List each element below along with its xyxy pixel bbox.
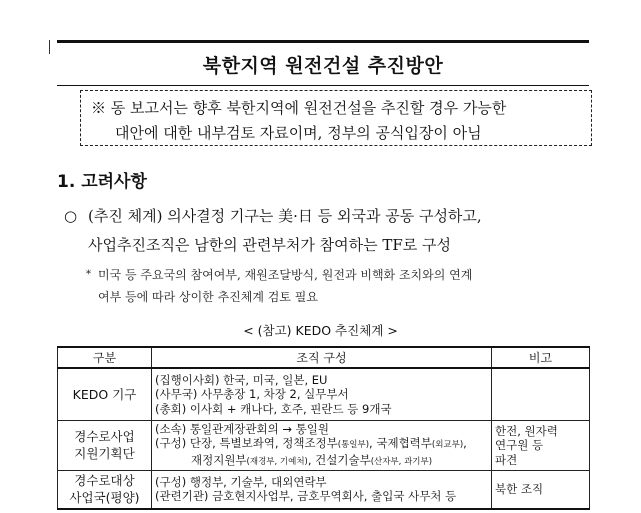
footnote-line-1: 미국 등 주요국의 참여여부, 재원조달방식, 원전과 비핵화 조치와의 연계	[98, 268, 473, 282]
bullet-line-1: (추진 체계) 의사결정 기구는 美·日 등 외국과 공동 구성하고,	[88, 207, 482, 225]
remark-line: 북한 조직	[495, 482, 544, 496]
table-row	[58, 420, 590, 471]
disclaimer-line-2: 대안에 대한 내부검토 자료이며, 정부의 공식입장이 아님	[115, 124, 482, 142]
category-text: 경수로대상	[74, 473, 135, 489]
row-composition	[152, 368, 492, 420]
row-remark	[492, 368, 590, 420]
composition-line: (총회) 이사회 + 캐나다, 호주, 핀란드 등 9개국	[155, 401, 392, 416]
composition-line: (소속) 통일관계장관회의 → 통일원	[155, 421, 329, 436]
row-remark	[492, 420, 590, 471]
disclaimer-line-1: ※ 동 보고서는 향후 북한지역에 원전건설을 추진할 경우 가능한	[91, 99, 507, 117]
composition-line: (구성) 행정부, 기술부, 대외연락부	[155, 474, 327, 489]
composition-line: (관련기관) 금호현지사업부, 금호무역회사, 출입국 사무처 등	[155, 489, 457, 504]
document-title-box	[57, 40, 589, 86]
remark-line: 연구원 등	[495, 438, 544, 452]
composition-line: 재정지원부(재경부, 기예처), 건설기술부(산자부, 과기부)	[191, 452, 433, 467]
category-text: 지원기획단	[74, 446, 135, 462]
document-title: 북한지역 원전건설 추진방안	[202, 54, 444, 77]
row-category	[58, 420, 152, 471]
bullet-paragraph	[64, 202, 604, 260]
bullet-line-2: 사업추진조직은 남한의 관련부처가 참여하는 TF로 구성	[88, 236, 452, 254]
kedo-structure-table	[57, 346, 590, 510]
remark-line: 파견	[495, 452, 518, 467]
category-text: 경수로사업	[74, 429, 135, 445]
disclaimer-box	[80, 90, 592, 146]
table-row	[58, 368, 590, 420]
bullet-marker: ○	[64, 207, 78, 225]
row-remark	[492, 471, 590, 509]
footnote-line-2: 여부 등에 따라 상이한 추진체계 검토 필요	[98, 290, 318, 304]
row-category	[58, 368, 152, 420]
table-header-row	[58, 347, 590, 368]
row-composition	[152, 420, 492, 471]
header-category: 구분	[58, 347, 152, 368]
row-category	[58, 471, 152, 509]
remark-line: 한전, 원자력	[495, 423, 558, 438]
composition-line: (집행이사회) 한국, 미국, 일본, EU	[155, 372, 328, 387]
footnote-paragraph	[86, 264, 596, 308]
header-remark: 비고	[492, 347, 590, 368]
footnote-marker: *	[86, 269, 91, 280]
composition-line: (구성) 단장, 특별보좌역, 정책조정부(통일부), 국제협력부(외교부),	[155, 436, 467, 450]
table-row	[58, 471, 590, 509]
table-caption: < (참고) KEDO 추진체계 >	[243, 323, 398, 338]
category-text: KEDO 기구	[72, 386, 137, 402]
section-heading: 1. 고려사항	[57, 172, 147, 192]
row-composition	[152, 471, 492, 509]
margin-mark	[49, 40, 50, 54]
header-composition: 조직 구성	[152, 347, 492, 368]
composition-line: (사무국) 사무총장 1, 차장 2, 실무부서	[155, 387, 349, 401]
category-text: 사업국(평양)	[69, 490, 140, 506]
